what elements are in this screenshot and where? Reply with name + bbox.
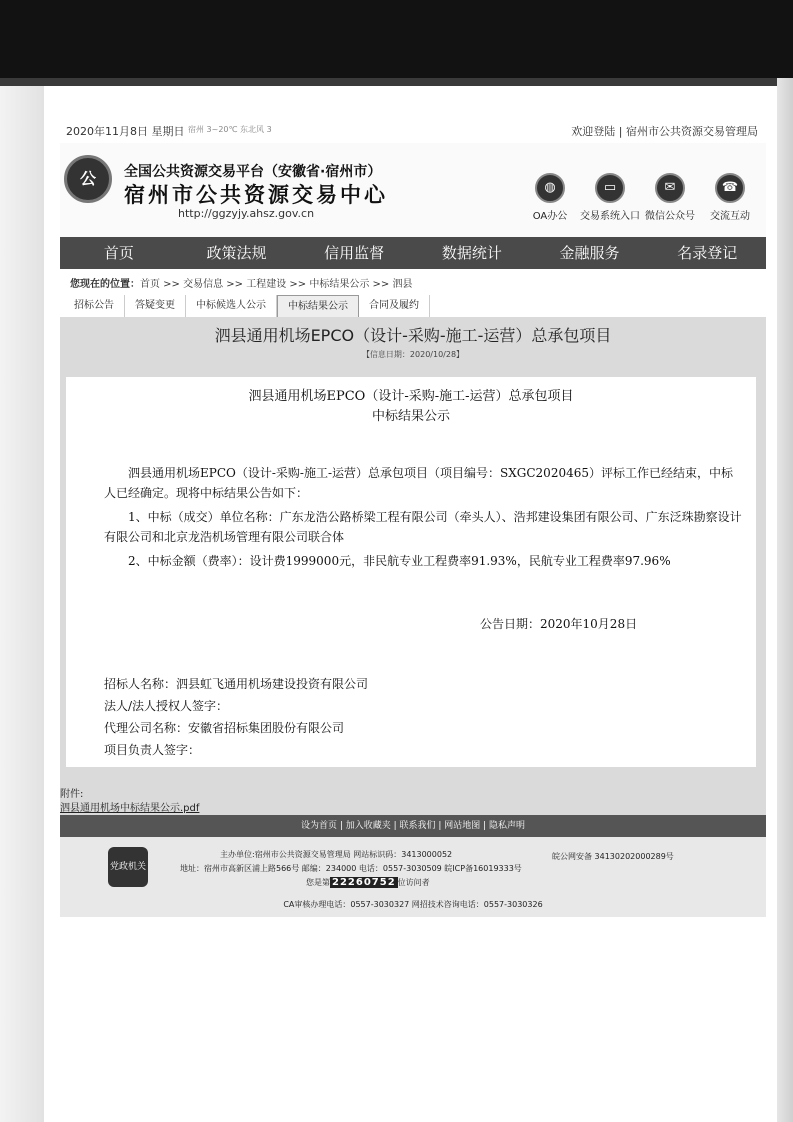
tab-award-result[interactable]: 中标结果公示: [277, 295, 359, 317]
scan-border-top: [0, 0, 793, 78]
visitor-counter: [306, 877, 430, 888]
visitor-count: 22260752: [332, 877, 396, 888]
welcome-link[interactable]: 欢迎登陆 | 宿州市公共资源交易管理局: [571, 125, 758, 138]
nav-item-home[interactable]: 首页: [103, 244, 134, 262]
scanned-webpage: [60, 115, 766, 1075]
document-title: 泗县通用机场EPCO（设计-采购-施工-运营）总承包项目: [248, 389, 574, 404]
tab-tender-notice[interactable]: 招标公告: [60, 295, 125, 317]
paragraph-intro: 泗县通用机场EPCO（设计-采购-施工-运营）总承包项目（项目编号：SXGC2020465）评标工作已经结束，中标人已经确定。现将中标结果公告如下：: [104, 466, 733, 500]
announce-date: 公告日期：2020年10月28日: [480, 617, 638, 631]
visitor-suffix: 位访问者: [397, 878, 430, 887]
breadcrumb: [60, 275, 766, 291]
quick-links: [520, 173, 760, 233]
quick-link-interaction[interactable]: [700, 173, 760, 222]
site-footer: [60, 837, 766, 917]
visitor-prefix: 您是第: [306, 878, 330, 887]
footer-contact: CA审核办理电话：0557-3030327 网招技术咨询电话：0557-3030326: [283, 900, 543, 909]
quick-link-oa[interactable]: [520, 173, 580, 222]
breadcrumb-path[interactable]: 首页 >> 交易信息 >> 工程建设 >> 中标结果公示 >> 泗县: [140, 279, 413, 290]
footer-links[interactable]: 设为首页 | 加入收藏夹 | 联系我们 | 网站地图 | 隐私声明: [60, 815, 766, 837]
attachment-link[interactable]: 泗县通用机场中标结果公示.pdf: [60, 803, 200, 814]
footer-address: 地址：宿州市高新区浦上路566号 邮编：234000 电话：0557-3030509 皖ICP备16019333号: [180, 864, 522, 873]
tab-qa-change[interactable]: 答疑变更: [125, 295, 186, 317]
breadcrumb-label: 您现在的位置：: [70, 279, 140, 290]
phone-icon: ☎: [715, 173, 745, 203]
site-title-line2: 宿州市公共资源交易中心: [124, 183, 388, 207]
top-bar: [60, 115, 766, 143]
police-record[interactable]: 皖公网安备 34130202000289号: [552, 852, 674, 861]
legal-signature: 法人/法人授权人签字：: [104, 699, 229, 713]
tab-contract[interactable]: 合同及履约: [359, 295, 430, 317]
scan-border-left: [0, 86, 44, 1122]
nav-item-registry[interactable]: 名录登记: [677, 244, 738, 262]
main-nav: [60, 237, 766, 269]
nav-item-credit[interactable]: 信用监督: [324, 244, 385, 262]
site-logo: 公: [64, 155, 112, 203]
nav-item-statistics[interactable]: 数据统计: [441, 244, 502, 262]
attachment-label: 附件:: [60, 789, 84, 800]
nav-item-finance[interactable]: 金融服务: [559, 244, 620, 262]
wechat-icon: ✉: [655, 173, 685, 203]
briefcase-icon: ◍: [535, 173, 565, 203]
notice-title: 泗县通用机场EPCO（设计-采购-施工-运营）总承包项目: [214, 326, 612, 345]
quick-link-label: 交流互动: [710, 211, 750, 222]
announcement-document: [66, 377, 756, 767]
scan-border-shadow: [0, 78, 793, 86]
gov-badge[interactable]: 党政机关: [108, 847, 148, 887]
quick-link-trade-system[interactable]: [580, 173, 640, 222]
quick-link-wechat[interactable]: [640, 173, 700, 222]
document-subtitle: 中标结果公示: [371, 409, 450, 424]
tenderer-name: 招标人名称：泗县虹飞通用机场建设投资有限公司: [104, 677, 369, 691]
site-title-line1: 全国公共资源交易平台（安徽省·宿州市）: [124, 164, 382, 180]
quick-link-label: OA办公: [532, 211, 568, 222]
weather-info: 宿州 3~20℃ 东北风 3: [188, 125, 272, 134]
nav-item-policy[interactable]: 政策法规: [206, 244, 267, 262]
current-date: 2020年11月8日 星期日: [66, 125, 185, 138]
site-url: http://ggzyjy.ahsz.gov.cn: [178, 207, 315, 220]
notice-date: 【信息日期：2020/10/28】: [361, 350, 465, 359]
monitor-icon: ▭: [595, 173, 625, 203]
quick-link-label: 微信公众号: [645, 211, 695, 222]
paragraph-amount: 2、中标金额（费率）：设计费1999000元，非民航专业工程费率91.93%，民航专业工程费率97.96%: [128, 554, 671, 568]
agent-name: 代理公司名称：安徽省招标集团股份有限公司: [104, 721, 345, 735]
scan-border-right: [777, 78, 793, 1122]
manager-signature: 项目负责人签字：: [104, 743, 201, 757]
notice-tabs: [60, 295, 766, 318]
tab-candidates[interactable]: 中标候选人公示: [186, 295, 277, 317]
quick-link-label: 交易系统入口: [580, 211, 640, 222]
footer-sponsor: 主办单位:宿州市公共资源交易管理局 网站标识码：3413000052: [220, 850, 453, 859]
paragraph-winner: 1、中标（成交）单位名称：广东龙浩公路桥梁工程有限公司（牵头人）、浩邦建设集团有限公司、广东泛珠勘察设计有限公司和北京龙浩机场管理有限公司联合体: [104, 510, 742, 544]
site-header: [60, 143, 766, 237]
